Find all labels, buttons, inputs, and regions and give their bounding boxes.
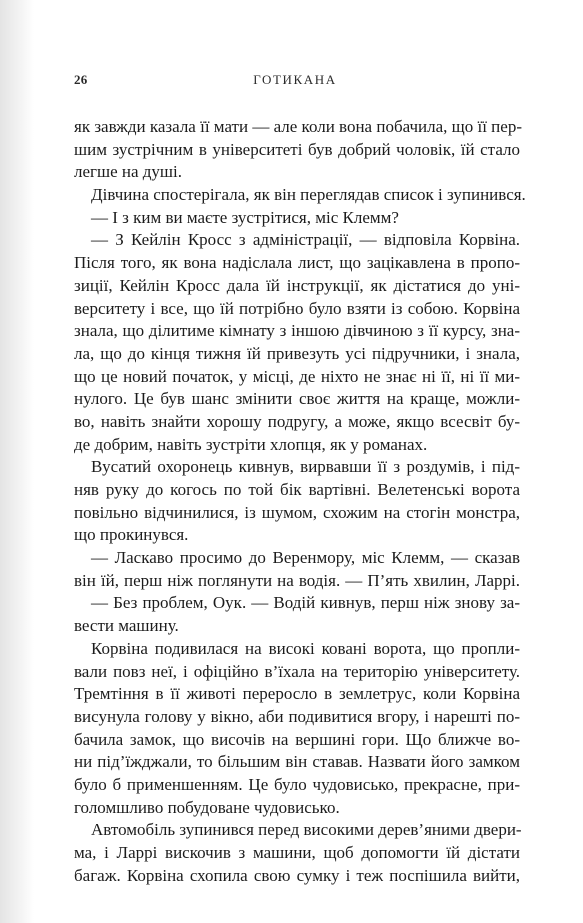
text-line: було б применшенням. Це було чудовисько, прекрасне, при-	[74, 774, 520, 794]
text-line: — З Кейлін Кросс з адміністрації, — відповіла Корвіна.	[91, 230, 520, 250]
text-line: як завжди казала її мати — але коли вона побачила, що її пер-	[74, 117, 522, 136]
text-line: ма, і Ларрі вискочив з машини, щоб допомогти їй дістати	[74, 843, 520, 862]
page-header	[74, 72, 516, 88]
text-line: Дівчина спостерігала, як він переглядав список і зупинився.	[91, 185, 526, 205]
page-number: 26	[74, 72, 88, 87]
text-line: во, навіть знайти хорошу подругу, а може, якщо всесвіт бу-	[74, 411, 520, 431]
text-line: — Без проблем, Оук. — Водій кивнув, перш ніж знову за-	[91, 593, 520, 613]
text-line: ла, що до кінця тижня їй привезуть усі підручники, і знала,	[74, 343, 520, 363]
text-line: ни під’їжджали, то більшим він ставав. Назвати його замком	[74, 752, 520, 772]
text-line: багаж. Корвіна схопила свою сумку і теж поспішила вийти,	[74, 865, 520, 885]
text-line: що прокинувся.	[74, 525, 189, 545]
text-line: Автомобіль зупинився перед високими дерев’яними двери-	[91, 820, 522, 840]
text-line: що це новий початок, у місці, де ніхто не знає ні її, ні її ми-	[74, 366, 520, 386]
text-line: — І з ким ви маєте зустрітися, міс Клемм?	[91, 207, 399, 227]
text-line: вали повз неї, і офіційно в’їхала на територію університету.	[74, 661, 520, 681]
text-line: легше на душі.	[74, 162, 182, 182]
text-line: зиції, Кейлін Кросс дала їй інструкції, як дістатися до уні-	[74, 275, 520, 295]
text-line: верситету і все, що їй потрібно було взяти із собою. Корвіна	[74, 298, 520, 318]
text-line: голомшливо побудоване чудовисько.	[74, 797, 340, 817]
text-line: Тремтіння в її животі переросло в землетрус, коли Корвіна	[74, 684, 520, 704]
text-line: Вусатий охоронець кивнув, вирвавши її з роздумів, і під-	[91, 457, 520, 477]
text-line: бачила замок, що височів на вершині гори. Що ближче во-	[74, 729, 520, 749]
text-line: шим зустрічним в університеті був добрий чоловік, їй стало	[74, 139, 520, 159]
text-line: де добрим, навіть зустріти хлопця, як у романах.	[74, 434, 428, 454]
running-head: ГОТИКАНА	[253, 72, 337, 87]
page-gutter-shadow	[0, 0, 34, 923]
body-text	[74, 116, 526, 887]
text-line: — Ласкаво просимо до Веренмору, міс Клемм, — сказав	[91, 548, 520, 568]
text-line: він їй, перш ніж поглянути на водія. — П’ять хвилин, Ларрі.	[74, 570, 520, 590]
text-line: няв руку до когось по той бік вартівні. Велетенські ворота	[74, 480, 520, 499]
text-line: вести машину.	[74, 616, 179, 636]
text-line: повільно відчинилися, із шумом, схожим на стогін монстра,	[74, 502, 520, 522]
text-line: Корвіна подивилася на високі ковані ворота, що пропли-	[91, 638, 520, 658]
text-line: висунула голову у вікно, аби подивитися вгору, і нарешті по-	[74, 706, 520, 726]
text-line: нулого. Це був шанс змінити своє життя на краще, можли-	[74, 389, 520, 409]
text-line: Після того, як вона надіслала лист, що зацікавлена в пропо-	[74, 253, 520, 273]
text-line: знала, що ділитиме кімнату з іншою дівчиною з її курсу, зна-	[74, 321, 520, 341]
